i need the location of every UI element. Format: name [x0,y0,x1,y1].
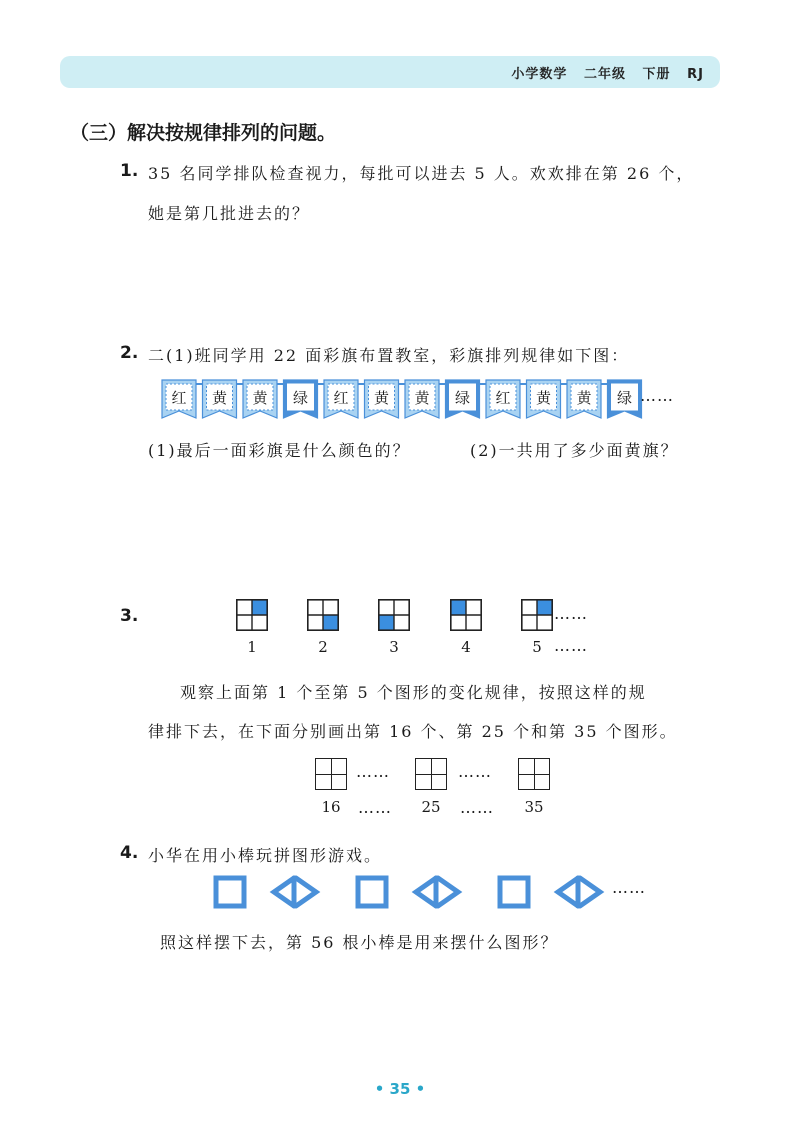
pattern-label-1: 1 [247,638,257,656]
flag-11 [567,380,601,418]
flag-10 [527,380,561,418]
diamond-triangles-shape-4 [416,878,458,906]
pattern-label-5: 5 [532,638,542,656]
flag-9 [486,380,520,418]
page-number: • 35 • [374,1080,426,1098]
pattern-square-2 [307,599,339,631]
blank-grid-25[interactable] [415,758,447,790]
svg-text:红: 红 [495,389,511,407]
flag-6 [365,380,399,418]
pattern-label-2: 2 [318,638,328,656]
pattern-square-4 [450,599,482,631]
flag-12 [608,380,642,418]
blank-grid-35[interactable] [518,758,550,790]
flag-4 [284,380,318,418]
svg-text:绿: 绿 [292,389,309,407]
blank-dots-1: …… [356,762,390,781]
blank-label-dots-1: …… [358,798,392,817]
blank-label-dots-2: …… [460,798,494,817]
flag-8 [446,380,480,418]
pattern-label-3: 3 [389,638,399,656]
stick-shapes [210,872,630,914]
q4-question: 照这样摆下去，第 56 根小棒是用来摆什么图形？ [160,933,559,952]
q1-number: 1. [120,161,139,181]
blank-dots-2: …… [458,762,492,781]
flag-7 [405,380,439,418]
q3-line2: 律排下去，在下面分别画出第 16 个、第 25 个和第 35 个图形。 [148,722,678,741]
q2-sub2: (2)一共用了多少面黄旗？ [470,441,679,460]
blank-grid-16[interactable] [315,758,347,790]
blank-label-25: 25 [421,798,441,816]
diamond-triangles-shape-2 [274,878,316,906]
q1-line1: 35 名同学排队检查视力，每批可以进去 5 人。欢欢排在第 26 个， [148,164,695,183]
q2-text: 二(1)班同学用 22 面彩旗布置教室，彩旗排列规律如下图： [148,346,630,365]
header-text: 小学数学 二年级 下册 RJ [511,67,704,82]
svg-text:黄: 黄 [373,389,390,407]
svg-text:黄: 黄 [535,389,552,407]
flag-3 [243,380,277,418]
square-shape-5 [500,878,528,906]
q4-number: 4. [120,843,139,863]
q3-more-bottom: …… [554,636,588,655]
svg-text:绿: 绿 [454,389,471,407]
pattern-label-4: 4 [461,638,471,656]
pattern-square-1 [236,599,268,631]
q2-number: 2. [120,343,139,363]
svg-text:黄: 黄 [576,389,592,407]
q1-line2: 她是第几批进去的？ [148,204,311,223]
flag-2 [203,380,237,418]
q2-sub1: (1)最后一面彩旗是什么颜色的？ [148,441,411,460]
svg-text:黄: 黄 [211,389,228,407]
q4-text: 小华在用小棒玩拼图形游戏。 [148,846,383,865]
q3-line1: 观察上面第 1 个至第 5 个图形的变化规律，按照这样的规 [180,683,647,702]
pattern-square-5 [521,599,553,631]
svg-text:红: 红 [333,389,349,407]
svg-text:红: 红 [171,389,187,407]
flag-1 [162,380,196,418]
blank-label-35: 35 [524,798,544,816]
flags-more: …… [640,386,674,405]
q3-more-top: …… [554,604,588,623]
blank-label-16: 16 [321,798,341,816]
svg-text:绿: 绿 [616,389,633,407]
svg-text:黄: 黄 [414,389,430,407]
flag-5 [324,380,358,418]
pattern-square-3 [378,599,410,631]
section-title: （三）解决按规律排列的问题。 [70,122,337,144]
square-shape-3 [358,878,386,906]
flag-banner [150,372,690,432]
q3-number: 3. [120,606,139,626]
diamond-triangles-shape-6 [558,878,600,906]
svg-text:黄: 黄 [252,389,268,407]
q4-more: …… [612,878,646,897]
square-shape-1 [216,878,244,906]
